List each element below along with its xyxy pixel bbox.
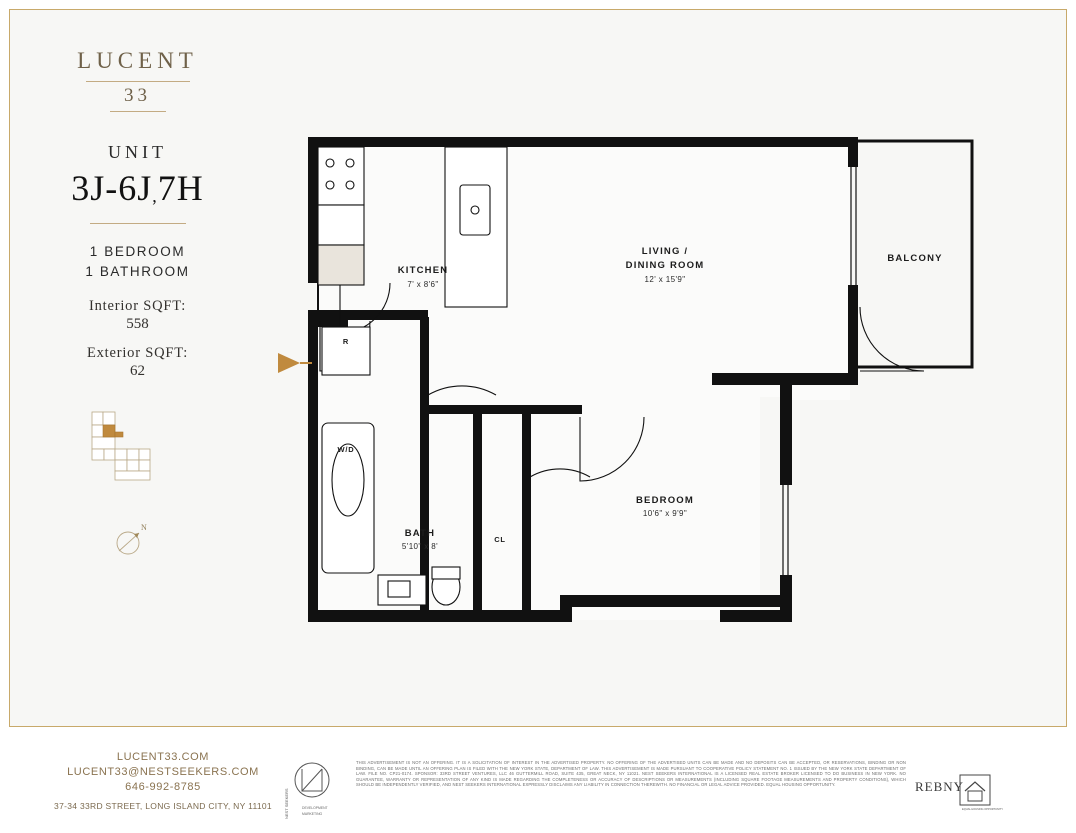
unit-name-comma: , [152, 186, 158, 206]
room-dim-kitchen: 7' x 8'6" [407, 280, 439, 289]
floor-plan-svg [260, 105, 1060, 645]
room-dim-bath: 5'10" x 8' [401, 542, 439, 551]
room-label-dining: DINING ROOM [625, 260, 705, 271]
brand-name: LUCENT [77, 48, 198, 73]
footer-contact [38, 750, 288, 814]
exterior-sqft-value: 62 [130, 363, 145, 379]
nest-seekers-wordmark: NEST SEEKERS [284, 788, 289, 819]
unit-name-separator: - [105, 168, 119, 208]
brand-rule-short [110, 111, 166, 112]
exterior-sqft-label: Exterior SQFT: [86, 345, 189, 361]
fixture-label-refrigerator: R [342, 337, 350, 346]
room-label-living: LIVING / [641, 246, 689, 257]
entry-arrow [278, 353, 312, 373]
nest-seekers-tagline-2: MARKETING [302, 812, 323, 816]
interior-sqft-block [30, 298, 245, 333]
footer-address: 37-34 33RD STREET, LONG ISLAND CITY, NY 11101 [54, 801, 272, 811]
room-dim-living: 12' x 15'9" [644, 275, 686, 284]
bedroom-count: 1 BEDROOM [89, 244, 186, 259]
brand-lockup [30, 48, 245, 112]
room-label-bath: BATH [404, 528, 436, 539]
sheet-footer [0, 735, 1076, 833]
footer-email[interactable]: LUCENT33@NESTSEEKERS.COM [67, 766, 259, 778]
floor-plan [260, 105, 1060, 645]
unit-name-part-1: 3J [71, 168, 106, 208]
unit-divider [90, 223, 186, 224]
legal-disclaimer: THIS ADVERTISEMENT IS NOT AN OFFERING. IT IS A SOLICITATION OF INTEREST IN THE ADVERTISED PROPERTY. NO OFFERING OF THE ADVERTISED UNITS CAN BE MADE AND NO DEPOSITS CAN BE ACCEPTED, OR RESERVATIONS, BINDING OR NON BINDING, CAN BE MADE UNTIL AN OFFERING PLAN IS FILED WITH THE NEW YORK STATE, DEPARTMENT OF LAW. THIS ADVERTISEMENT IS MADE PURSUANT TO COOPERATIVE POLICY STATEMENT NO. 1 ISSUED BY THE NEW YORK STATE DEPARTMENT OF LAW. FILE NO. CP21-0174. SPONSOR: 33RD STREET VENTURES, LLC 46 GUTTERMILL ROAD, SUITE 435, GREAT NECK, NY 11021. NEST SEEKERS INTERNATIONAL IS A LICENSED REAL ESTATE BROKER LICENSED TO DO BUSINESS IN NEW YORK. NO GUARANTEE, WARRANTY OR REPRESENTATION OF ANY KIND IS MADE REGARDING THE COMPLETENESS OR ACCURACY OF DESCRIPTIONS OR MEASUREMENTS (INCLUDING SQUARE FOOTAGE MEASUREMENTS AND PROPERTY CONDITIONS), WHICH SHOULD BE INDEPENDENTLY VERIFIED, AND NEST SEEKERS INTERNATIONAL EXPRESSLY DISCLAIMS ANY LIABILITY IN CONNECTION THEREWITH. NO FINANCIAL OR LEGAL ADVICE PROVIDED. EQUAL HOUSING OPPORTUNITY. [356, 760, 906, 788]
fixture-label-closet: CL [494, 535, 506, 544]
bathroom-count: 1 BATHROOM [85, 264, 190, 279]
unit-name [30, 167, 245, 209]
interior-sqft-label: Interior SQFT: [88, 298, 187, 314]
brand-number: 33 [124, 85, 151, 106]
unit-specs [30, 242, 245, 282]
compass-rose [108, 517, 152, 561]
rebny-logo: REBNY [915, 779, 965, 794]
laundry-fixture [322, 327, 370, 375]
room-label-kitchen: KITCHEN [397, 265, 449, 276]
interior-sqft-value: 558 [126, 316, 149, 332]
compass-north-label: N [141, 523, 147, 532]
unit-name-part-2: 6J [118, 168, 153, 208]
info-sidebar [30, 30, 245, 720]
unit-caption: UNIT [108, 142, 167, 162]
room-label-bedroom: BEDROOM [635, 495, 694, 506]
footer-badges [905, 771, 1055, 811]
room-dim-bedroom: 10'6" x 9'9" [642, 509, 688, 518]
footer-website[interactable]: LUCENT33.COM [116, 751, 210, 763]
sheet-frame [9, 9, 1067, 727]
key-plan-diagram [78, 408, 188, 500]
room-label-balcony: BALCONY [887, 253, 943, 264]
nest-seekers-logo [262, 753, 342, 823]
unit-name-part-3: 7H [157, 168, 204, 208]
equal-housing-caption: EQUAL HOUSING OPPORTUNITY [962, 808, 1003, 811]
fixture-label-washer-dryer: W/D [337, 445, 355, 454]
exterior-sqft-block [30, 345, 245, 380]
footer-phone[interactable]: 646-992-8785 [125, 781, 201, 793]
nest-seekers-tagline: DEVELOPMENT [302, 806, 328, 810]
brand-rule [86, 81, 190, 82]
